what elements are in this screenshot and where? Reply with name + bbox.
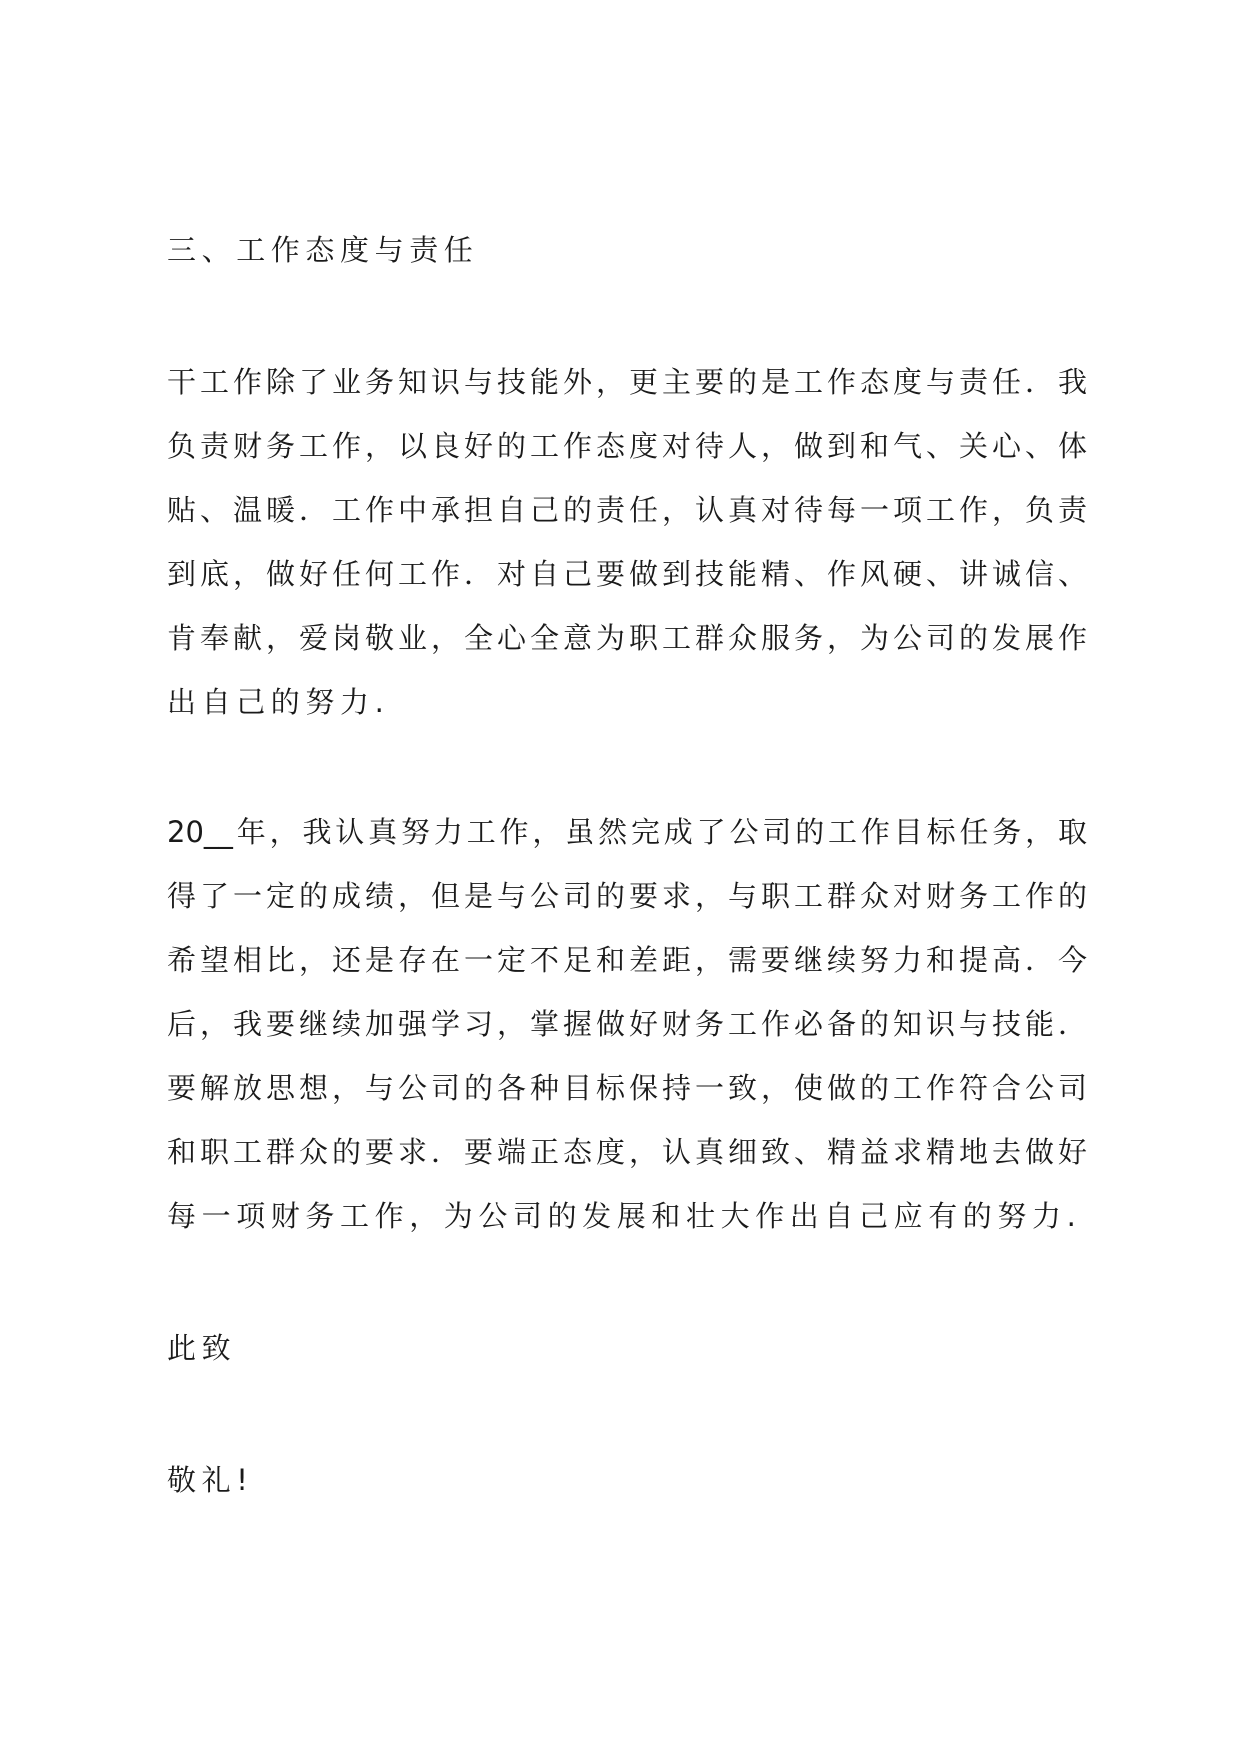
paragraph-line: 贴、温暖．工作中承担自己的责任，认真对待每一项工作，负责 (167, 493, 1087, 527)
paragraph-line: 后，我要继续加强学习，掌握做好财务工作必备的知识与技能． (167, 1007, 1087, 1041)
paragraph-line: 干工作除了业务知识与技能外，更主要的是工作态度与责任．我 (167, 365, 1087, 399)
paragraph-line: 希望相比，还是存在一定不足和差距，需要继续努力和提高．今 (167, 943, 1087, 977)
paragraph-line: 每一项财务工作，为公司的发展和壮大作出自己应有的努力. (167, 1199, 1082, 1233)
paragraph-line: 肯奉献，爱岗敬业，全心全意为职工群众服务，为公司的发展作 (167, 621, 1087, 655)
paragraph-line: 负责财务工作，以良好的工作态度对待人，做到和气、关心、体 (167, 429, 1087, 463)
paragraph-line: 20__年，我认真努力工作，虽然完成了公司的工作目标任务，取 (167, 815, 1087, 849)
paragraph-line: 要解放思想，与公司的各种目标保持一致，使做的工作符合公司 (167, 1071, 1087, 1105)
paragraph-line: 到底，做好任何工作．对自己要做到技能精、作风硬、讲诚信、 (167, 557, 1087, 591)
closing-regards: 敬礼! (167, 1463, 254, 1497)
paragraph-line: 得了一定的成绩，但是与公司的要求，与职工群众对财务工作的 (167, 879, 1087, 913)
paragraph-line: 和职工群众的要求．要端正态度，认真细致、精益求精地去做好 (167, 1135, 1087, 1169)
closing-salutation: 此致 (167, 1331, 237, 1365)
section-heading: 三、工作态度与责任 (167, 233, 479, 267)
paragraph-line: 出自己的努力. (167, 685, 390, 719)
